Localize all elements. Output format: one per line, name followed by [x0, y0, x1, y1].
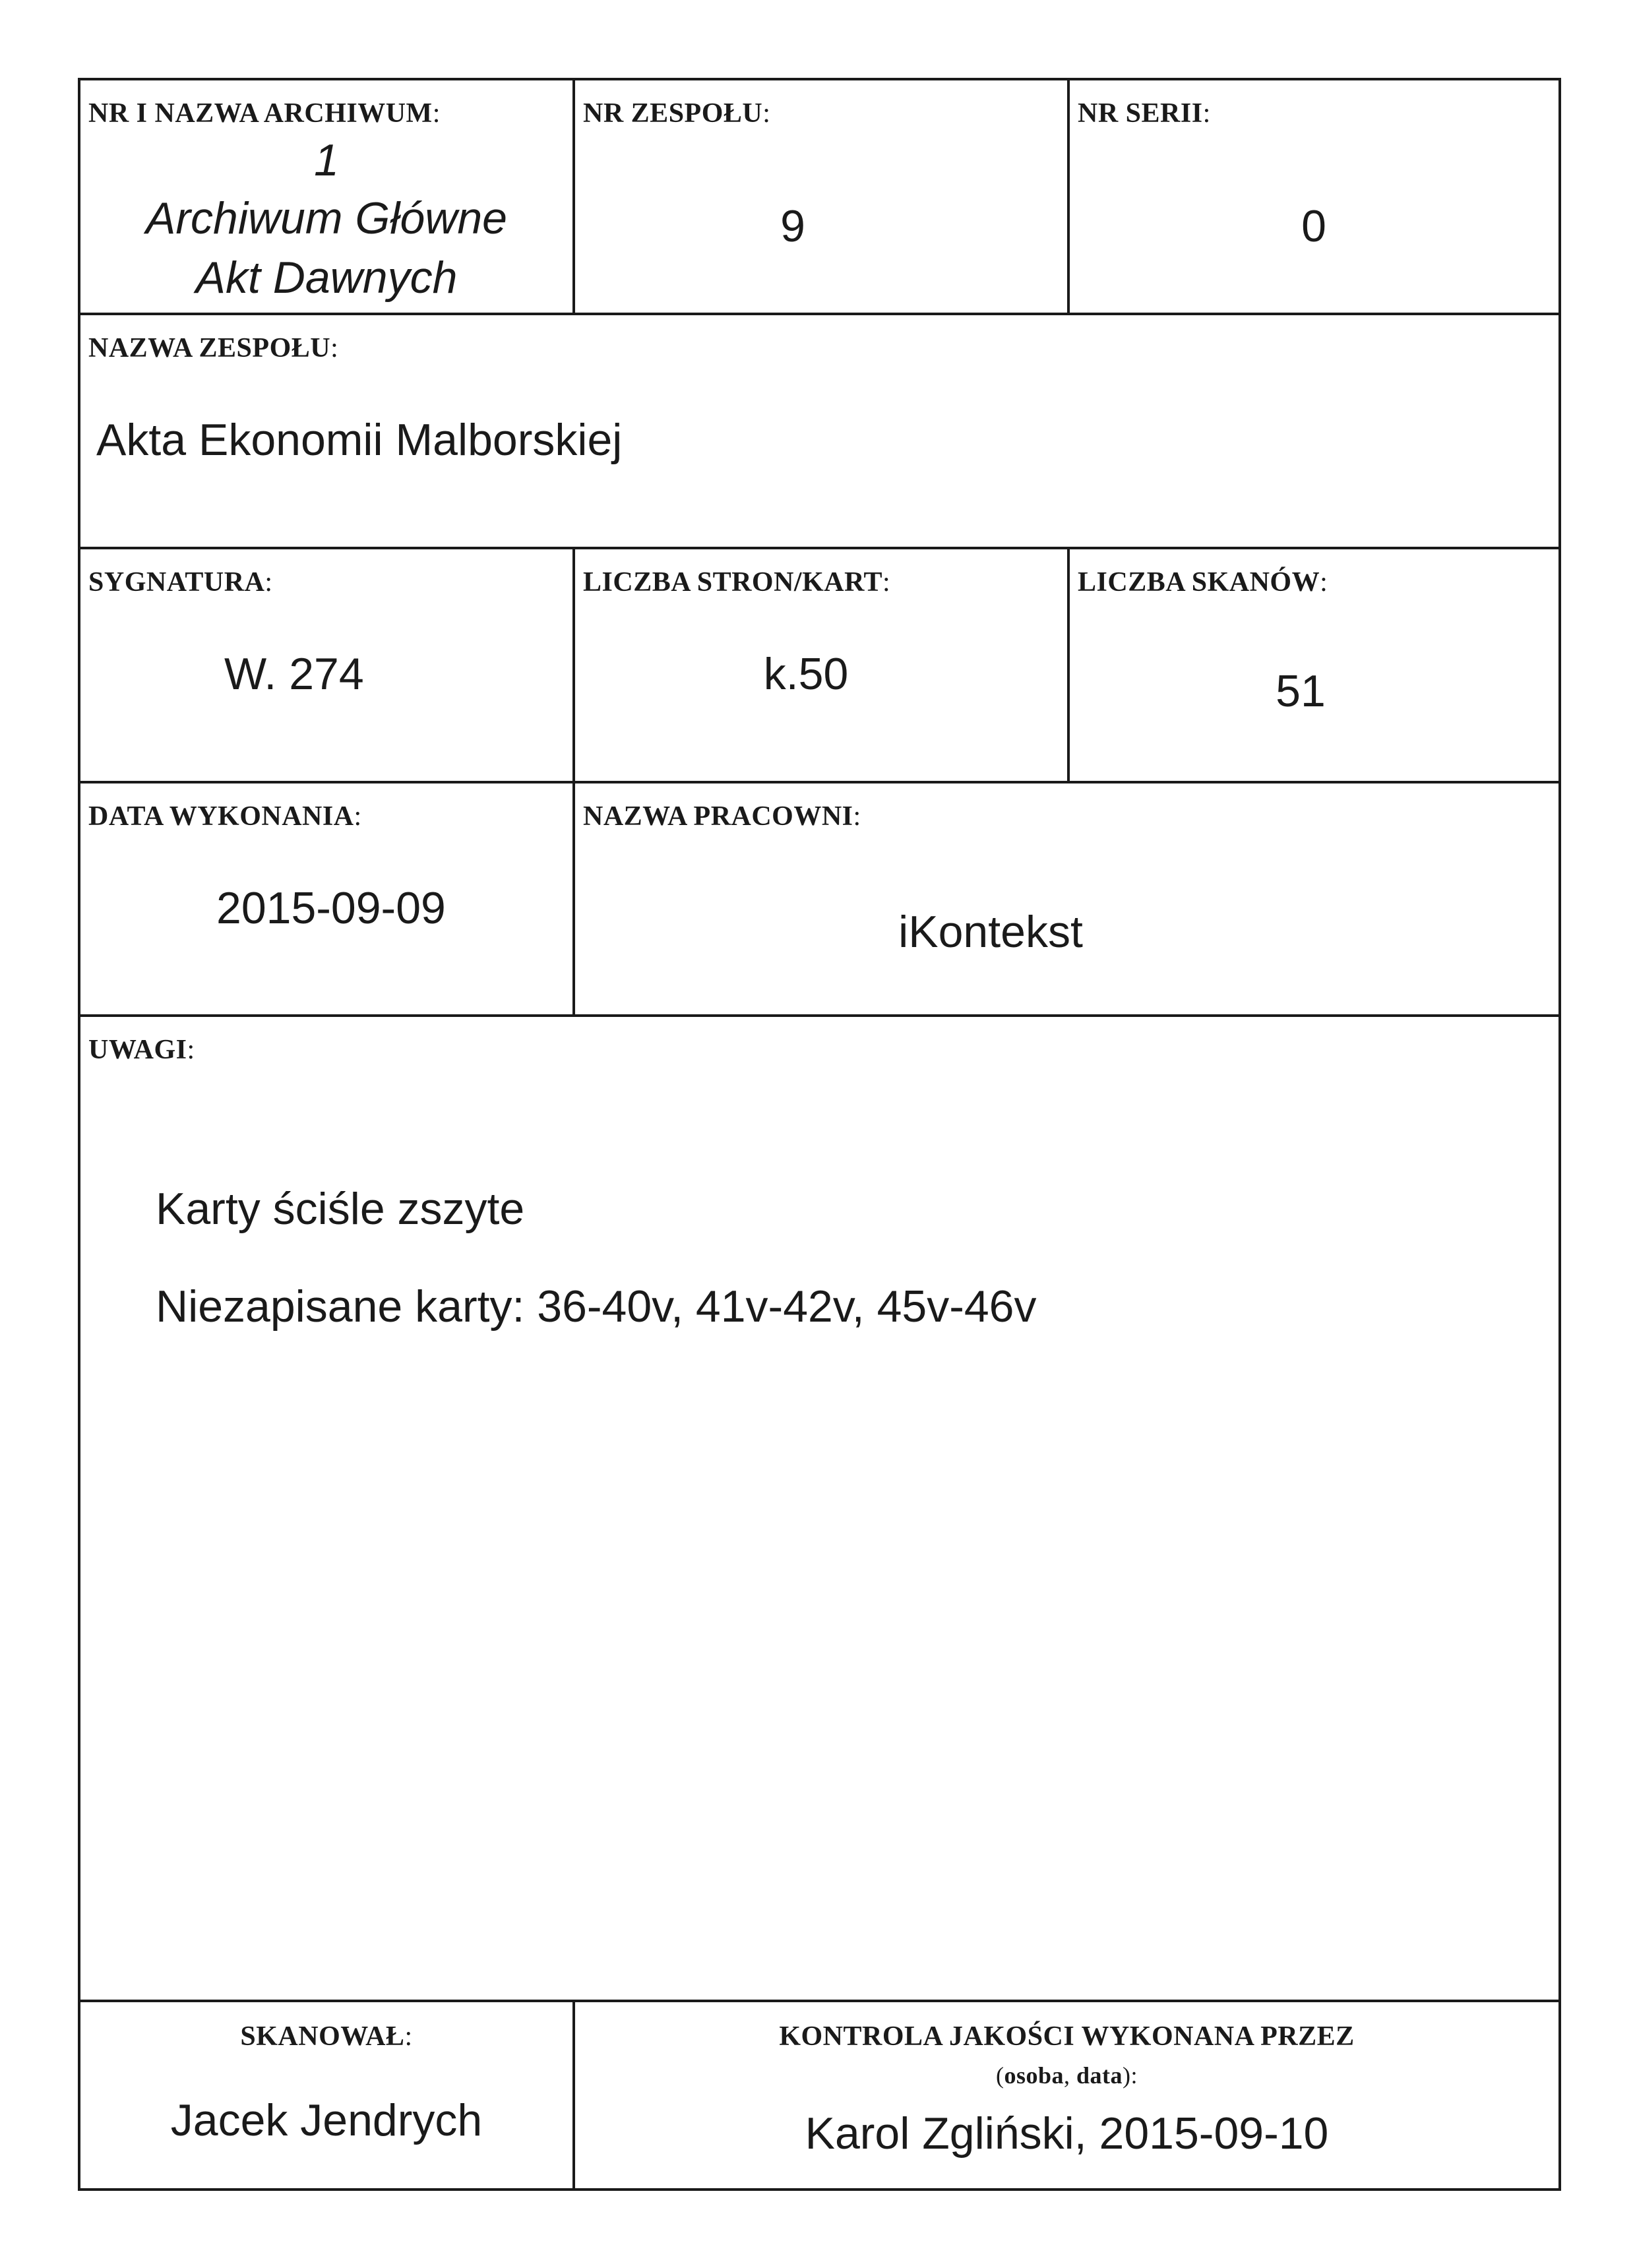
pages-count-cell	[575, 549, 1067, 781]
series-number-value: 0	[1301, 201, 1326, 251]
scans-count-cell	[1070, 549, 1558, 781]
scanned-by-value: Jacek Jendrych	[170, 2095, 483, 2145]
archive-scan-metadata-form	[78, 78, 1561, 2191]
fonds-number-label: NR ZESPOŁU:	[583, 98, 771, 129]
fonds-name-cell	[80, 315, 1558, 547]
signature-value: W. 274	[224, 649, 364, 699]
execution-date-cell	[80, 783, 572, 1014]
archive-label: NR I NAZWA ARCHIWUM:	[88, 98, 441, 129]
workshop-name-cell	[575, 783, 1558, 1014]
scans-count-value: 51	[1276, 666, 1326, 716]
quality-control-cell	[575, 2002, 1558, 2188]
execution-date-label: DATA WYKONANIA:	[88, 801, 362, 832]
execution-date-value: 2015-09-09	[216, 883, 446, 933]
scanned-by-cell	[80, 2002, 572, 2188]
fonds-name-value: Akta Ekonomii Malborskiej	[96, 415, 623, 465]
fonds-number-value: 9	[780, 201, 805, 251]
remarks-line2: Niezapisane karty: 36-40v, 41v-42v, 45v-46v	[156, 1281, 1037, 1332]
quality-control-label: KONTROLA JAKOŚCI WYKONANA PRZEZ	[779, 2021, 1355, 2052]
signature-cell	[80, 549, 572, 781]
fonds-name-label: NAZWA ZESPOŁU:	[88, 333, 339, 363]
archive-cell	[80, 80, 572, 313]
signature-label: SYGNATURA:	[88, 567, 273, 598]
quality-control-value: Karol Zgliński, 2015-09-10	[805, 2108, 1329, 2159]
series-number-label: NR SERII:	[1078, 98, 1211, 129]
workshop-name-value: iKontekst	[898, 907, 1083, 957]
archive-name-line2: Akt Dawnych	[195, 253, 458, 303]
remarks-cell	[80, 1017, 1558, 2000]
scans-count-label: LICZBA SKANÓW:	[1078, 567, 1328, 598]
workshop-name-label: NAZWA PRACOWNI:	[583, 801, 861, 832]
pages-count-label: LICZBA STRON/KART:	[583, 567, 891, 598]
series-number-cell	[1070, 80, 1558, 313]
fonds-number-cell	[575, 80, 1067, 313]
scanned-by-label: SKANOWAŁ:	[240, 2021, 413, 2052]
pages-count-value: k.50	[763, 649, 849, 699]
quality-control-sublabel: (osoba, data):	[995, 2062, 1138, 2089]
remarks-line1: Karty ściśle zszyte	[156, 1184, 525, 1234]
archive-number: 1	[314, 135, 339, 185]
archive-name-line1: Archiwum Główne	[146, 193, 507, 243]
remarks-label: UWAGI:	[88, 1035, 195, 1065]
